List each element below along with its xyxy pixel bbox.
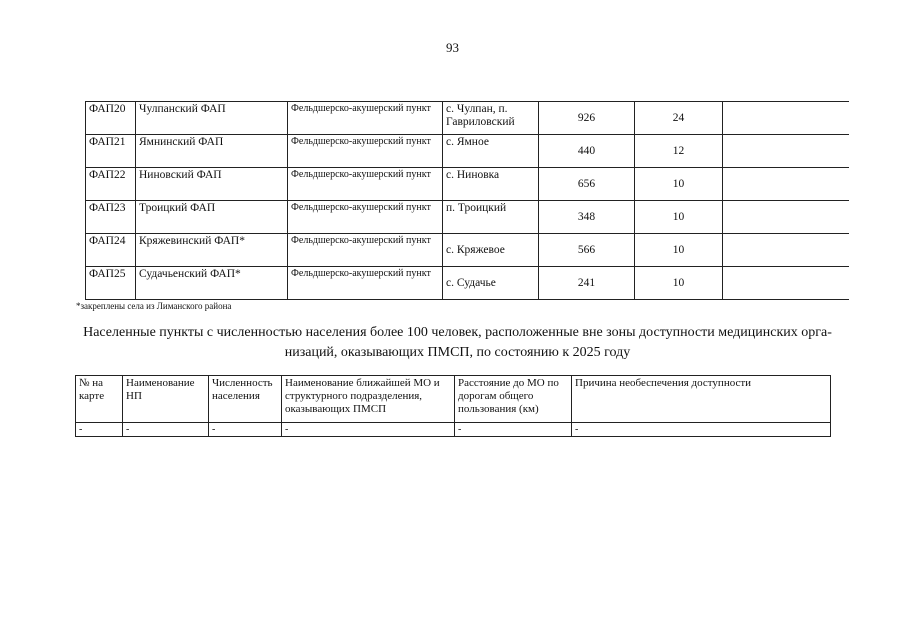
page-number: 93 xyxy=(446,40,459,55)
fap-name: Ямнинский ФАП xyxy=(136,135,288,168)
fap-extra-cell xyxy=(723,168,850,201)
table-cell: - xyxy=(123,423,209,437)
table-row xyxy=(86,201,850,234)
column-header: Наименование ближайшей МО и структурного подразделения, оказывающих ПМСП xyxy=(282,376,455,423)
table-row xyxy=(86,135,850,168)
fap-place: с. Чулпан, п. Гавриловский xyxy=(443,102,539,135)
fap-type: Фельдшерско-акушерский пункт xyxy=(288,168,443,201)
fap-name: Ниновский ФАП xyxy=(136,168,288,201)
fap-type: Фельдшерско-акушерский пункт xyxy=(288,267,443,300)
table-cell: - xyxy=(209,423,282,437)
fap-place: с. Ямное xyxy=(443,135,539,168)
fap-type: Фельдшерско-акушерский пункт xyxy=(288,102,443,135)
pmsp-table xyxy=(75,375,831,437)
table-row xyxy=(86,234,850,267)
fap-distance: 10 xyxy=(635,267,723,300)
column-header: Численность населения xyxy=(209,376,282,423)
table-row xyxy=(86,168,850,201)
table-row xyxy=(86,267,850,300)
table-cell: - xyxy=(455,423,572,437)
table-row xyxy=(86,102,850,135)
fap-distance: 12 xyxy=(635,135,723,168)
table-row xyxy=(76,423,831,437)
column-header: Расстояние до МО по дорогам общего пользования (км) xyxy=(455,376,572,423)
fap-extra-cell xyxy=(723,135,850,168)
fap-population: 656 xyxy=(539,168,635,201)
fap-extra-cell xyxy=(723,234,850,267)
fap-place: п. Троицкий xyxy=(443,201,539,234)
fap-name: Троицкий ФАП xyxy=(136,201,288,234)
table-cell: - xyxy=(282,423,455,437)
fap-population: 440 xyxy=(539,135,635,168)
section-title-line: низаций, оказывающих ПМСП, по состоянию к 2025 году xyxy=(284,345,631,360)
section-title xyxy=(60,323,855,363)
fap-place: с. Кряжевое xyxy=(443,234,539,267)
fap-place: с. Ниновка xyxy=(443,168,539,201)
column-header: Причина необеспечения доступности xyxy=(572,376,831,423)
fap-extra-cell xyxy=(723,267,850,300)
fap-code: ФАП20 xyxy=(86,102,136,135)
table-cell: - xyxy=(76,423,123,437)
fap-type: Фельдшерско-акушерский пункт xyxy=(288,201,443,234)
fap-type: Фельдшерско-акушерский пункт xyxy=(288,135,443,168)
fap-extra-cell xyxy=(723,102,850,135)
fap-table xyxy=(85,101,849,300)
fap-population: 926 xyxy=(539,102,635,135)
fap-code: ФАП23 xyxy=(86,201,136,234)
fap-code: ФАП25 xyxy=(86,267,136,300)
fap-population: 566 xyxy=(539,234,635,267)
fap-name: Судачьенский ФАП* xyxy=(136,267,288,300)
fap-name: Чулпанский ФАП xyxy=(136,102,288,135)
table-header-row xyxy=(76,376,831,423)
fap-type: Фельдшерско-акушерский пункт xyxy=(288,234,443,267)
fap-code: ФАП22 xyxy=(86,168,136,201)
fap-population: 348 xyxy=(539,201,635,234)
fap-distance: 10 xyxy=(635,234,723,267)
column-header: № на карте xyxy=(76,376,123,423)
footnote: *закреплены села из Лиманского района xyxy=(76,301,232,311)
fap-name: Кряжевинский ФАП* xyxy=(136,234,288,267)
table-cell: - xyxy=(572,423,831,437)
column-header: Наименование НП xyxy=(123,376,209,423)
fap-distance: 10 xyxy=(635,201,723,234)
fap-extra-cell xyxy=(723,201,850,234)
fap-code: ФАП21 xyxy=(86,135,136,168)
fap-population: 241 xyxy=(539,267,635,300)
fap-code: ФАП24 xyxy=(86,234,136,267)
section-title-line: Населенные пункты с численностью населения более 100 человек, расположенные вне зоны доступности медицинских орга- xyxy=(83,325,832,340)
fap-distance: 24 xyxy=(635,102,723,135)
fap-distance: 10 xyxy=(635,168,723,201)
fap-place: с. Судачье xyxy=(443,267,539,300)
